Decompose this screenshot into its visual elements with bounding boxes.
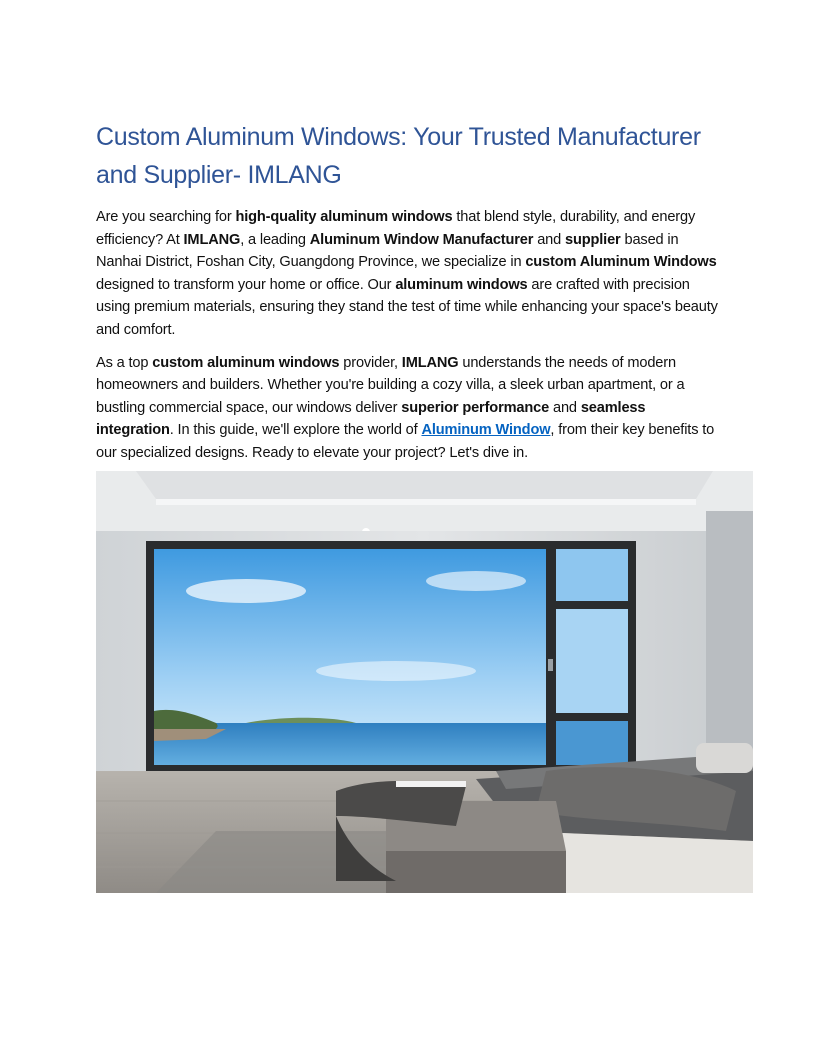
text-run: As a top: [96, 354, 153, 371]
aluminum-window-link[interactable]: Aluminum Window: [421, 422, 551, 439]
intro-paragraph: [96, 206, 722, 342]
bold-run: IMLANG: [401, 354, 459, 371]
text-run: based in Nanhai District, Foshan City, Guangdong Province, we specialize in: [96, 231, 679, 271]
bold-run: aluminum windows: [395, 276, 528, 293]
text-run: Are you searching for: [96, 209, 236, 225]
text-run: , from their key benefits to our specialized designs. Ready to elevate your project? Let's dive in.: [96, 422, 715, 461]
second-paragraph: [96, 352, 722, 465]
bold-run: Aluminum Window Manufacturer: [309, 231, 534, 248]
text-run: designed to transform your home or office. Our: [96, 276, 396, 293]
text-run: that blend style, durability, and energy efficiency? At: [96, 209, 696, 248]
bold-run: high-quality aluminum windows: [235, 209, 453, 225]
text-run: understands the needs of modern homeowners and builders. Whether you're building a cozy villa, a sleek urban apartment, or a bustling commercial space, our windows deliver: [96, 354, 685, 416]
bold-run: seamless integration: [96, 399, 646, 439]
text-run: and: [549, 399, 581, 416]
bold-run: custom Aluminum Windows: [525, 254, 717, 271]
document-body: [96, 118, 722, 475]
page-title: Custom Aluminum Windows: Your Trusted Manufacturer and Supplier- IMLANG: [96, 123, 701, 189]
text-run: and: [533, 231, 566, 248]
bold-run: superior performance: [401, 399, 550, 416]
text-run: provider,: [339, 354, 402, 371]
bold-run: IMLANG: [183, 231, 241, 248]
bold-run: custom aluminum windows: [152, 354, 340, 371]
text-run: . In this guide, we'll explore the world of: [169, 422, 422, 439]
bedroom-window-photo: [96, 471, 753, 893]
text-run: , a leading: [240, 231, 310, 248]
bold-run: supplier: [565, 231, 621, 248]
text-run: are crafted with precision using premium materials, ensuring they stand the test of time while enhancing your space's beauty and comfort.: [96, 276, 718, 338]
